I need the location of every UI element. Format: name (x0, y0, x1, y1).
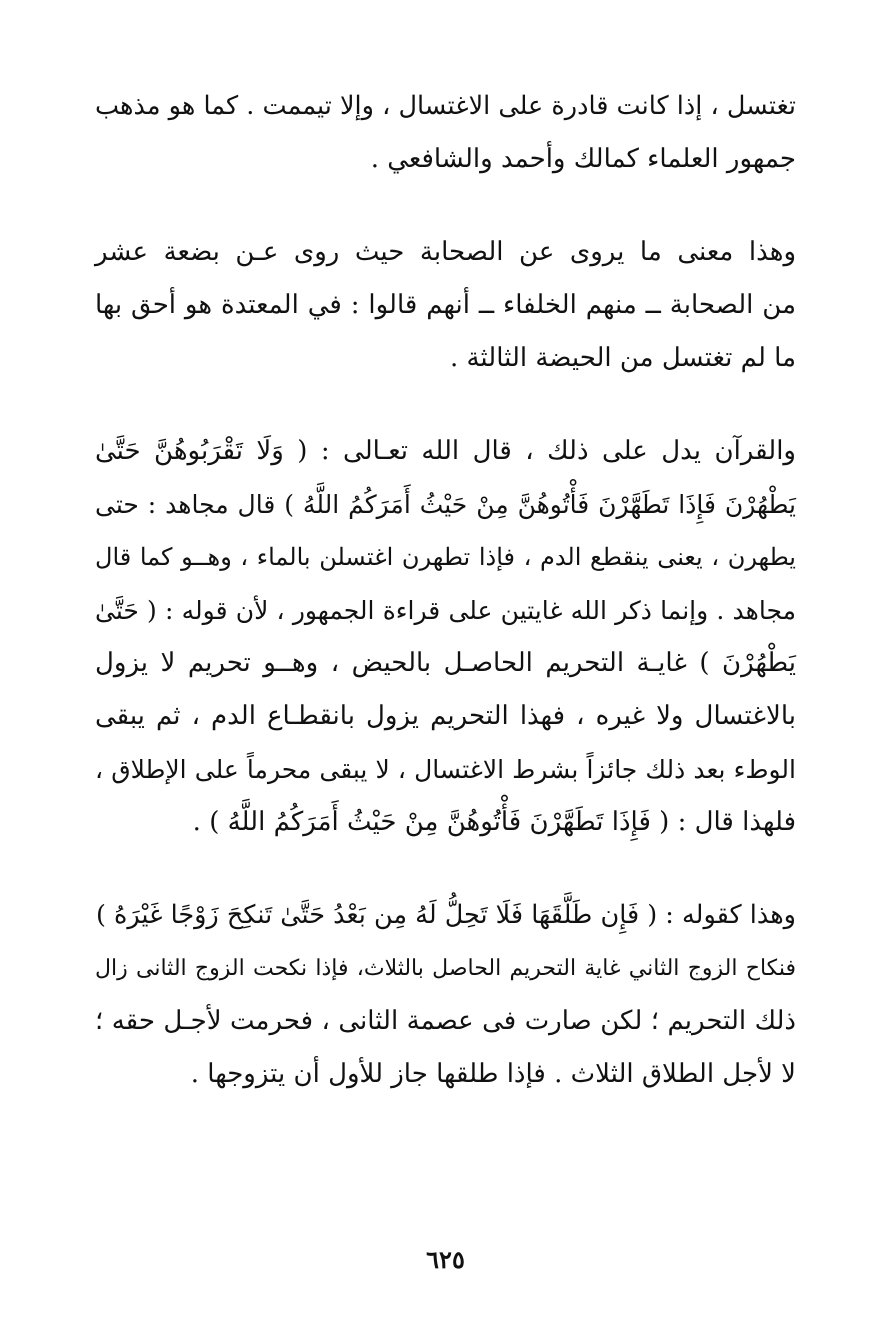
text-line: والقرآن يدل على ذلك ، قال الله تعـالى : ( وَلَا تَقْرَبُوهُنَّ حَتَّىٰ (95, 436, 796, 466)
text-line: جمهور العلماء كمالك وأحمد والشافعي . (370, 144, 796, 174)
text-line: فنكاح الزوج الثاني غاية التحريم الحاصل بالثلاث، فإذا نكحت الزوج الثانى زال (95, 956, 796, 981)
text-line: يَطْهُرْنَ ) غايـة التحريم الحاصـل بالحيض ، وهــو تحريم لا يزول (95, 648, 796, 678)
page-number: ٦٢٥ (426, 1245, 465, 1274)
text-line: ذلك التحريم ؛ لكن صارت فى عصمة الثانى ، فحرمت لأجـل حقه ؛ (95, 1006, 796, 1036)
paragraph-4 (95, 889, 796, 1101)
text-line: الوطء بعد ذلك جائزاً بشرط الاغتسال ، لا يبقى محرماً على الإطلاق ، (95, 755, 796, 784)
text-line: مجاهد . وإنما ذكر الله غايتين على قراءة الجمهور ، لأن قوله : ( حَتَّىٰ (95, 596, 796, 625)
text-line: فلهذا قال : ( فَإِذَا تَطَهَّرْنَ فَأْتُوهُنَّ مِنْ حَيْثُ أَمَرَكُمُ اللَّهُ ) . (192, 807, 796, 837)
text-line: لا لأجل الطلاق الثلاث . فإذا طلقها جاز للأول أن يتزوجها . (190, 1059, 796, 1089)
text-line: يَطْهُرْنَ فَإِذَا تَطَهَّرْنَ فَأْتُوهُنَّ مِنْ حَيْثُ أَمَرَكُمُ اللَّهُ ) قال مجاهد : حتى (95, 490, 796, 519)
paragraph-3 (95, 425, 796, 849)
text-line: وهذا معنى ما يروى عن الصحابة حيث روى عـن بضعة عشر (95, 237, 796, 267)
text-body (95, 80, 796, 1141)
text-line: بالاغتسال ولا غيره ، فهذا التحريم يزول بانقطـاع الدم ، ثم يبقى (95, 701, 796, 731)
text-line: ما لم تغتسل من الحيضة الثالثة . (449, 343, 796, 373)
text-line: يطهرن ، يعنى ينقطع الدم ، فإذا تطهرن اغتسلن بالماء ، وهــو كما قال (95, 543, 796, 571)
text-line: وهذا كقوله : ( فَإِن طَلَّقَهَا فَلَا تَحِلُّ لَهُ مِن بَعْدُ حَتَّىٰ تَنكِحَ زَوْجًا غَيْرَهُ ) (95, 900, 796, 930)
text-line: من الصحابة ــ منهم الخلفاء ــ أنهم قالوا : في المعتدة هو أحق بها (95, 290, 796, 320)
paragraph-1 (95, 80, 796, 186)
text-line: تغتسل ، إذا كانت قادرة على الاغتسال ، وإلا تيممت . كما هو مذهب (95, 91, 796, 121)
paragraph-2 (95, 226, 796, 385)
